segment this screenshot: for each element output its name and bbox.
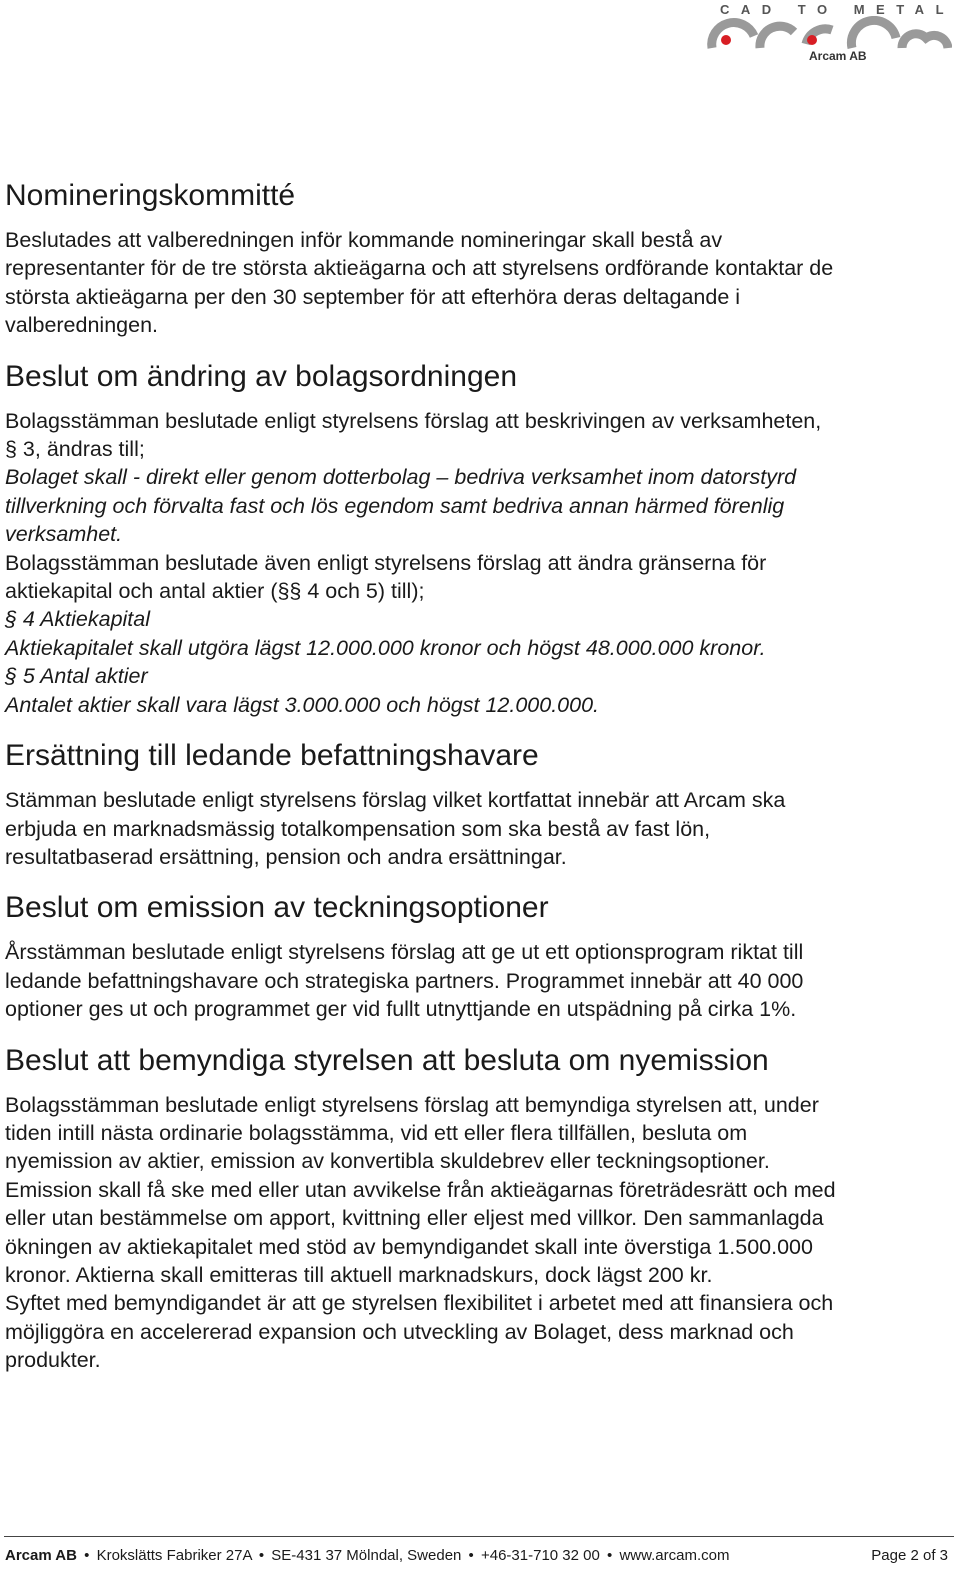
document-body	[5, 176, 950, 1392]
section-heading: Ersättning till ledande befattningshavare	[5, 739, 539, 773]
bullet-separator: •	[258, 1547, 265, 1564]
paragraph-line: nyemission av aktier, emission av konvertibla skuldebrev eller teckningsoptioner.	[5, 1149, 770, 1174]
paragraph-line: Årsstämman beslutade enligt styrelsens förslag att ge ut ett optionsprogram riktat till	[5, 940, 804, 965]
paragraph-line: Syftet med bemyndigandet är att ge styrelsen flexibilitet i arbetet med att finansiera och	[5, 1291, 834, 1316]
paragraph-line: valberedningen.	[5, 313, 159, 338]
logo-arc-m	[902, 34, 948, 48]
paragraph-line: ökningen av aktiekapitalet med stöd av bemyndigandet skall inte överstiga 1.500.000	[5, 1234, 813, 1259]
paragraph-line: Bolagsstämman beslutade enligt styrelsens förslag att bemyndiga styrelsen att, under	[5, 1092, 819, 1117]
paragraph-line: ledande befattningshavare och strategiska partners. Programmet innebär att 40 000	[5, 968, 804, 993]
bullet-separator: •	[84, 1547, 90, 1564]
section-heading: Beslut om ändring av bolagsordningen	[5, 359, 518, 393]
arcam-logo-mark	[702, 16, 952, 50]
paragraph-line: resultatbaserad ersättning, pension och andra ersättningar.	[5, 844, 567, 869]
paragraph-line: möjliggöra en accelererad expansion och utveckling av Bolaget, dess marknad och	[5, 1319, 794, 1344]
paragraph-line: kronor. Aktierna skall emitteras till aktuell marknadskurs, dock lägst 200 kr.	[5, 1262, 713, 1287]
footer-phone: +46-31-710 32 00	[480, 1547, 600, 1564]
section-heading: Beslut att bemyndiga styrelsen att besluta om nyemission	[5, 1043, 769, 1077]
quoted-line: tillverkning och förvalta fast och lös egendom samt bedriva annan härmed förenlig	[5, 493, 785, 518]
logo-arc-a	[712, 23, 754, 48]
paragraph-line: representanter för de tre största aktieägarna och att styrelsens ordförande kontaktar de	[5, 256, 834, 281]
paragraph-line: eller utan bestämmelse om apport, kvittning eller eljest med villkor. Den sammanlagda	[5, 1206, 824, 1231]
page-number: Page 2 of 3	[871, 1547, 948, 1564]
section-nominering	[5, 176, 950, 340]
bullet-separator: •	[607, 1547, 613, 1564]
quoted-line: verksamhet.	[5, 522, 123, 547]
logo-arc-a2	[851, 20, 896, 48]
paragraph-line: Beslutades att valberedningen inför kommande nomineringar skall bestå av	[5, 228, 723, 252]
paragraph-line: produkter.	[5, 1348, 101, 1373]
quoted-line: § 5 Antal aktier	[5, 664, 148, 689]
logo-arc-r	[760, 26, 794, 48]
logo-red-dot	[721, 35, 731, 45]
section-bolagsordning	[5, 357, 950, 719]
section-nyemission	[5, 1041, 950, 1375]
footer-company: Arcam AB	[5, 1547, 77, 1564]
logo-red-dot-2	[807, 35, 817, 45]
logo-tagline: CAD TO METAL	[720, 2, 956, 17]
company-logo	[702, 0, 956, 72]
paragraph-line: Emission skall få ske med eller utan avvikelse från aktieägarnas företrädesrätt och med	[5, 1177, 836, 1202]
paragraph-line: Bolagsstämman beslutade enligt styrelsens förslag att beskrivingen av verksamheten,	[5, 408, 822, 433]
paragraph-line: aktiekapital och antal aktier (§§ 4 och 5) till);	[5, 579, 425, 604]
page-footer	[5, 1546, 950, 1566]
bullet-separator: •	[468, 1547, 474, 1564]
footer-divider	[4, 1536, 954, 1537]
quoted-line: Bolaget skall - direkt eller genom dotterbolag – bedriva verksamhet inom datorstyrd	[5, 465, 797, 490]
section-ersattning	[5, 736, 950, 871]
paragraph-line: optioner ges ut och programmet ger vid fullt utnyttjande en utspädning på cirka 1%.	[5, 997, 797, 1022]
logo-company-name: Arcam AB	[809, 49, 867, 63]
quoted-line: § 4 Aktiekapital	[5, 607, 151, 632]
section-heading: Beslut om emission av teckningsoptioner	[5, 891, 549, 925]
quoted-line: Aktiekapitalet skall utgöra lägst 12.000.000 kronor och högst 48.000.000 kronor.	[5, 635, 766, 660]
paragraph-line: Bolagsstämman beslutade även enligt styrelsens förslag att ändra gränserna för	[5, 550, 767, 575]
section-teckningsoptioner	[5, 888, 950, 1023]
paragraph-line: Stämman beslutade enligt styrelsens förslag vilket kortfattat innebär att Arcam ska	[5, 788, 786, 813]
footer-website-link[interactable]: www.arcam.com	[619, 1547, 730, 1564]
section-heading: Nomineringskommitté	[5, 179, 296, 212]
paragraph-line: erbjuda en marknadsmässig totalkompensation som ska bestå av fast lön,	[5, 816, 711, 841]
paragraph-line: tiden intill nästa ordinarie bolagsstämma, vid ett eller flera tillfällen, besluta om	[5, 1120, 748, 1145]
paragraph-line: § 3, ändras till;	[5, 437, 145, 462]
footer-postal: SE-431 37 Mölndal, Sweden	[271, 1547, 462, 1564]
paragraph-line: största aktieägarna per den 30 september för att efterhöra deras deltagande i	[5, 284, 741, 309]
footer-address: Krokslätts Fabriker 27A	[96, 1547, 252, 1564]
quoted-line: Antalet aktier skall vara lägst 3.000.000 och högst 12.000.000.	[5, 692, 600, 717]
